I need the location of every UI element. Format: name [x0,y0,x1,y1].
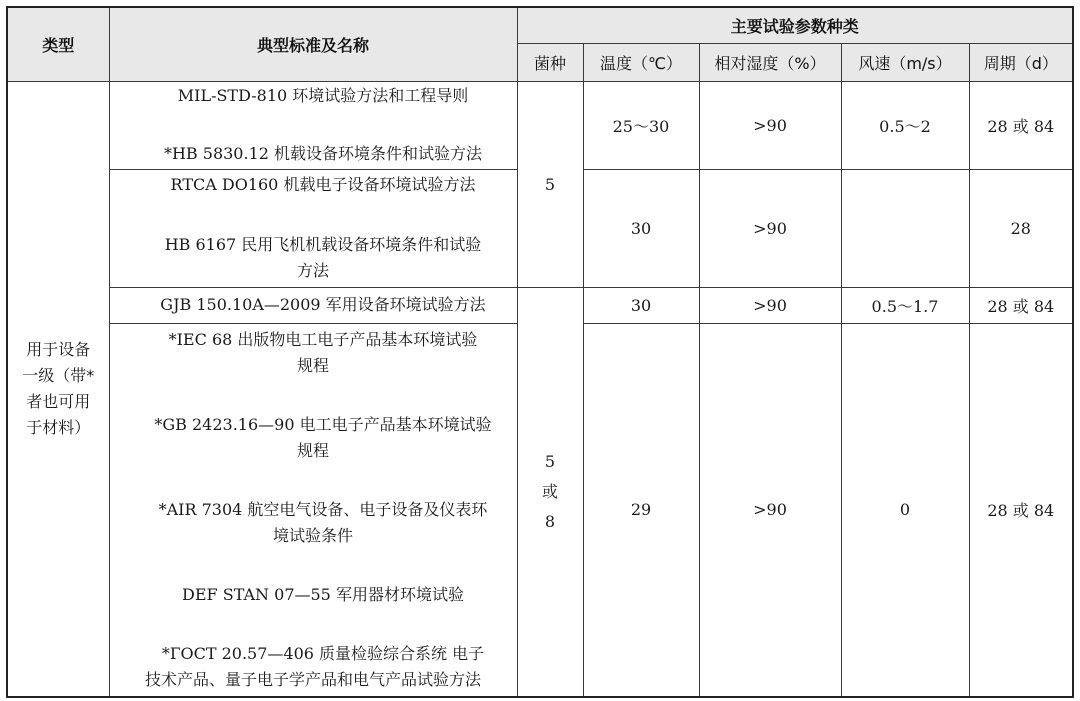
standard-cell [109,287,517,323]
standard-entry-cont: 技术产品、量子电子学产品和电气产品试验方法 [144,669,481,689]
type-line: 一级（带* [22,365,95,385]
strain-cell: 5 [517,81,583,287]
standard-entry: *AIR 7304 航空电气设备、电子设备及仪表环 [158,499,488,519]
standard-entry: *HB 5830.12 机载设备环境条件和试验方法 [163,144,483,163]
table-row [7,287,1073,323]
period-cell: 28 或 84 [969,323,1073,697]
type-line: 者也可用 [26,391,91,411]
standard-cell [109,169,517,287]
header-temp: 温度（℃） [583,43,699,81]
standards-table-frame [6,6,1072,698]
standard-cell [109,323,517,697]
header-standard: 典型标准及名称 [109,7,517,81]
standard-entry: MIL-STD-810 环境试验方法和工程导则 [177,86,469,105]
strain-line: 或 [541,481,558,501]
standard-entry-cont: 规程 [296,440,329,460]
standards-table [6,6,1074,698]
humidity-cell: >90 [699,81,841,169]
type-line: 于材料） [26,417,91,437]
standard-entry: DEF STAN 07—55 军用器材环境试验 [182,584,464,604]
standard-entry-cont: 规程 [296,355,329,375]
temp-cell: 30 [583,287,699,323]
header-wind: 风速（m/s） [841,43,969,81]
wind-cell [841,169,969,287]
type-line: 用于设备 [26,339,91,359]
table-row [7,81,1073,169]
header-humidity: 相对湿度（%） [699,43,841,81]
standard-entry-cont: 境试验条件 [272,525,353,545]
header-period: 周期（d） [969,43,1073,81]
header-row-1 [7,7,1073,43]
wind-cell: 0.5～2 [841,81,969,169]
temp-cell: 29 [583,323,699,697]
humidity-cell: >90 [699,287,841,323]
period-cell: 28 或 84 [969,81,1073,169]
standard-entry: GJB 150.10A—2009 军用设备环境试验方法 [160,295,486,314]
strain-line: 5 [544,451,556,471]
wind-cell: 0 [841,323,969,697]
humidity-cell: >90 [699,323,841,697]
header-type: 类型 [7,7,109,81]
strain-cell [517,287,583,697]
standard-entry-cont: 方法 [296,261,329,280]
humidity-cell: >90 [699,169,841,287]
standard-entry: *ГОСТ 20.57—406 质量检验综合系统 电子 [161,643,485,663]
standard-entry: RTCA DO160 机载电子设备环境试验方法 [170,175,476,194]
standard-entry: HB 6167 民用飞机机载设备环境条件和试验 [164,235,482,254]
header-main-params: 主要试验参数种类 [517,7,1073,43]
standard-cell [109,81,517,169]
type-cell [7,81,109,697]
period-cell: 28 或 84 [969,287,1073,323]
header-strain: 菌种 [517,43,583,81]
temp-cell: 25～30 [583,81,699,169]
temp-cell: 30 [583,169,699,287]
standard-entry: *IEC 68 出版物电工电子产品基本环境试验 [168,329,478,349]
standard-entry: *GB 2423.16—90 电工电子产品基本环境试验 [154,414,492,434]
wind-cell: 0.5～1.7 [841,287,969,323]
period-cell: 28 [969,169,1073,287]
strain-line: 8 [544,511,556,531]
